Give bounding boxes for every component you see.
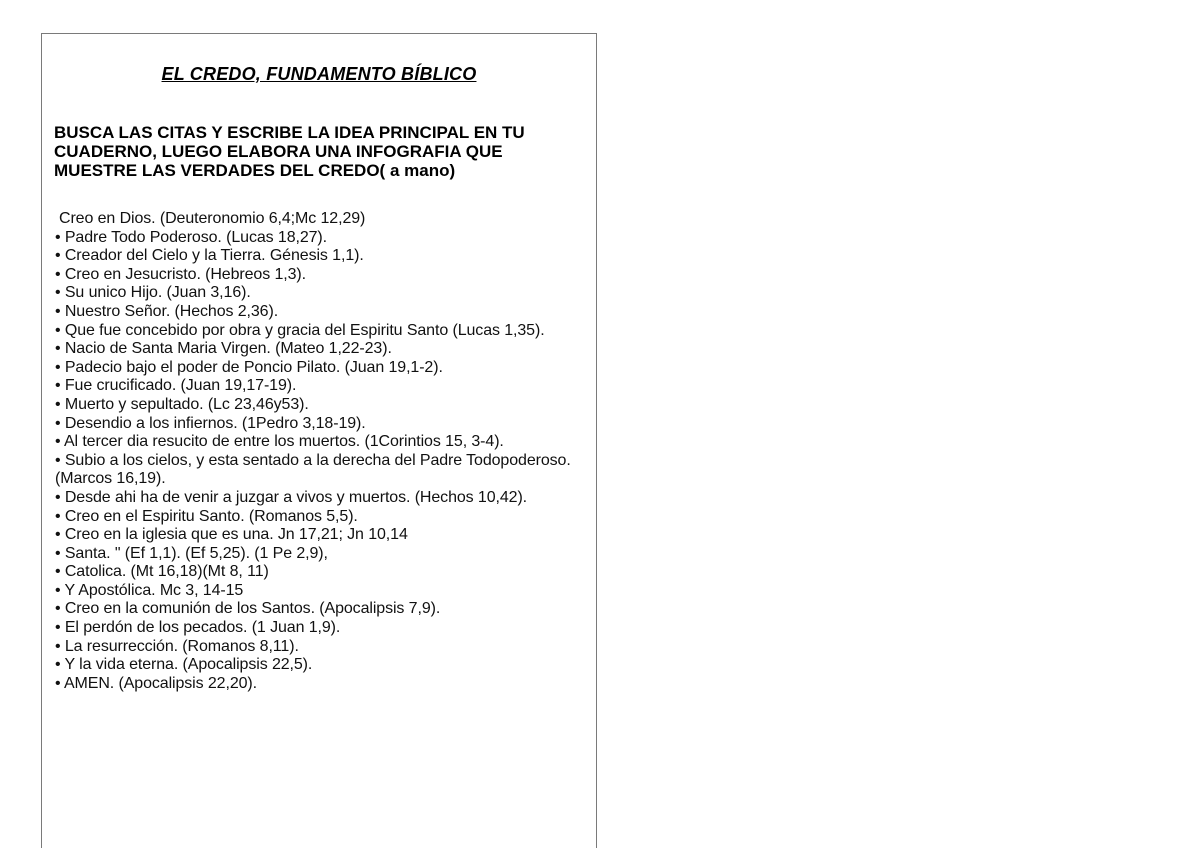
creed-line: • Creador del Cielo y la Tierra. Génesis 1,1). [55, 247, 364, 265]
document-title: EL CREDO, FUNDAMENTO BÍBLICO [161, 64, 477, 84]
creed-line: • La resurrección. (Romanos 8,11). [55, 637, 299, 655]
creed-line: Creo en Dios. (Deuteronomio 6,4;Mc 12,29) [59, 210, 366, 227]
creed-line: • Creo en la iglesia que es una. Jn 17,21; Jn 10,14 [55, 526, 408, 544]
creed-line: • Y la vida eterna. (Apocalipsis 22,5). [55, 656, 313, 674]
creed-line: • Nuestro Señor. (Hechos 2,36). [55, 302, 279, 320]
creed-line: • El perdón de los pecados. (1 Juan 1,9). [55, 619, 341, 637]
creed-line: • Santa. " (Ef 1,1). (Ef 5,25). (1 Pe 2,9), [55, 544, 328, 562]
creed-line: • Al tercer dia resucito de entre los muertos. (1Corintios 15, 3-4). [55, 433, 504, 451]
creed-line: • Padre Todo Poderoso. (Lucas 18,27). [55, 228, 328, 246]
creed-line: • Creo en Jesucristo. (Hebreos 1,3). [55, 265, 306, 283]
creed-line: • Nacio de Santa Maria Virgen. (Mateo 1,22-23). [55, 340, 392, 358]
creed-line: • Subio a los cielos, y esta sentado a la derecha del Padre Todopoderoso. (Marcos 16,19). [55, 451, 571, 488]
creed-line: • Padecio bajo el poder de Poncio Pilato. (Juan 19,1-2). [55, 358, 443, 376]
instructions-heading: BUSCA LAS CITAS Y ESCRIBE LA IDEA PRINCIPAL EN TU CUADERNO, LUEGO ELABORA UNA INFOGRAFIA QUE MUESTRE LAS VERDADES DEL CREDO( a mano) [54, 123, 525, 180]
creed-list [55, 210, 580, 693]
creed-line: • Su unico Hijo. (Juan 3,16). [55, 284, 251, 302]
creed-line: • Y Apostólica. Mc 3, 14-15 [55, 581, 244, 599]
creed-line: • Catolica. (Mt 16,18)(Mt 8, 11) [55, 563, 269, 581]
creed-line: • Desde ahi ha de venir a juzgar a vivos y muertos. (Hechos 10,42). [55, 488, 528, 506]
document-page [41, 33, 597, 848]
creed-line: • Muerto y sepultado. (Lc 23,46y53). [55, 395, 309, 413]
creed-line: • Fue crucificado. (Juan 19,17-19). [55, 377, 297, 395]
creed-line: • Que fue concebido por obra y gracia del Espiritu Santo (Lucas 1,35). [55, 321, 545, 339]
creed-line: • Creo en la comunión de los Santos. (Apocalipsis 7,9). [55, 600, 441, 618]
creed-line: • AMEN. (Apocalipsis 22,20). [55, 674, 257, 692]
creed-line: • Desendio a los infiernos. (1Pedro 3,18-19). [55, 414, 366, 432]
creed-line: • Creo en el Espiritu Santo. (Romanos 5,5). [55, 507, 358, 525]
